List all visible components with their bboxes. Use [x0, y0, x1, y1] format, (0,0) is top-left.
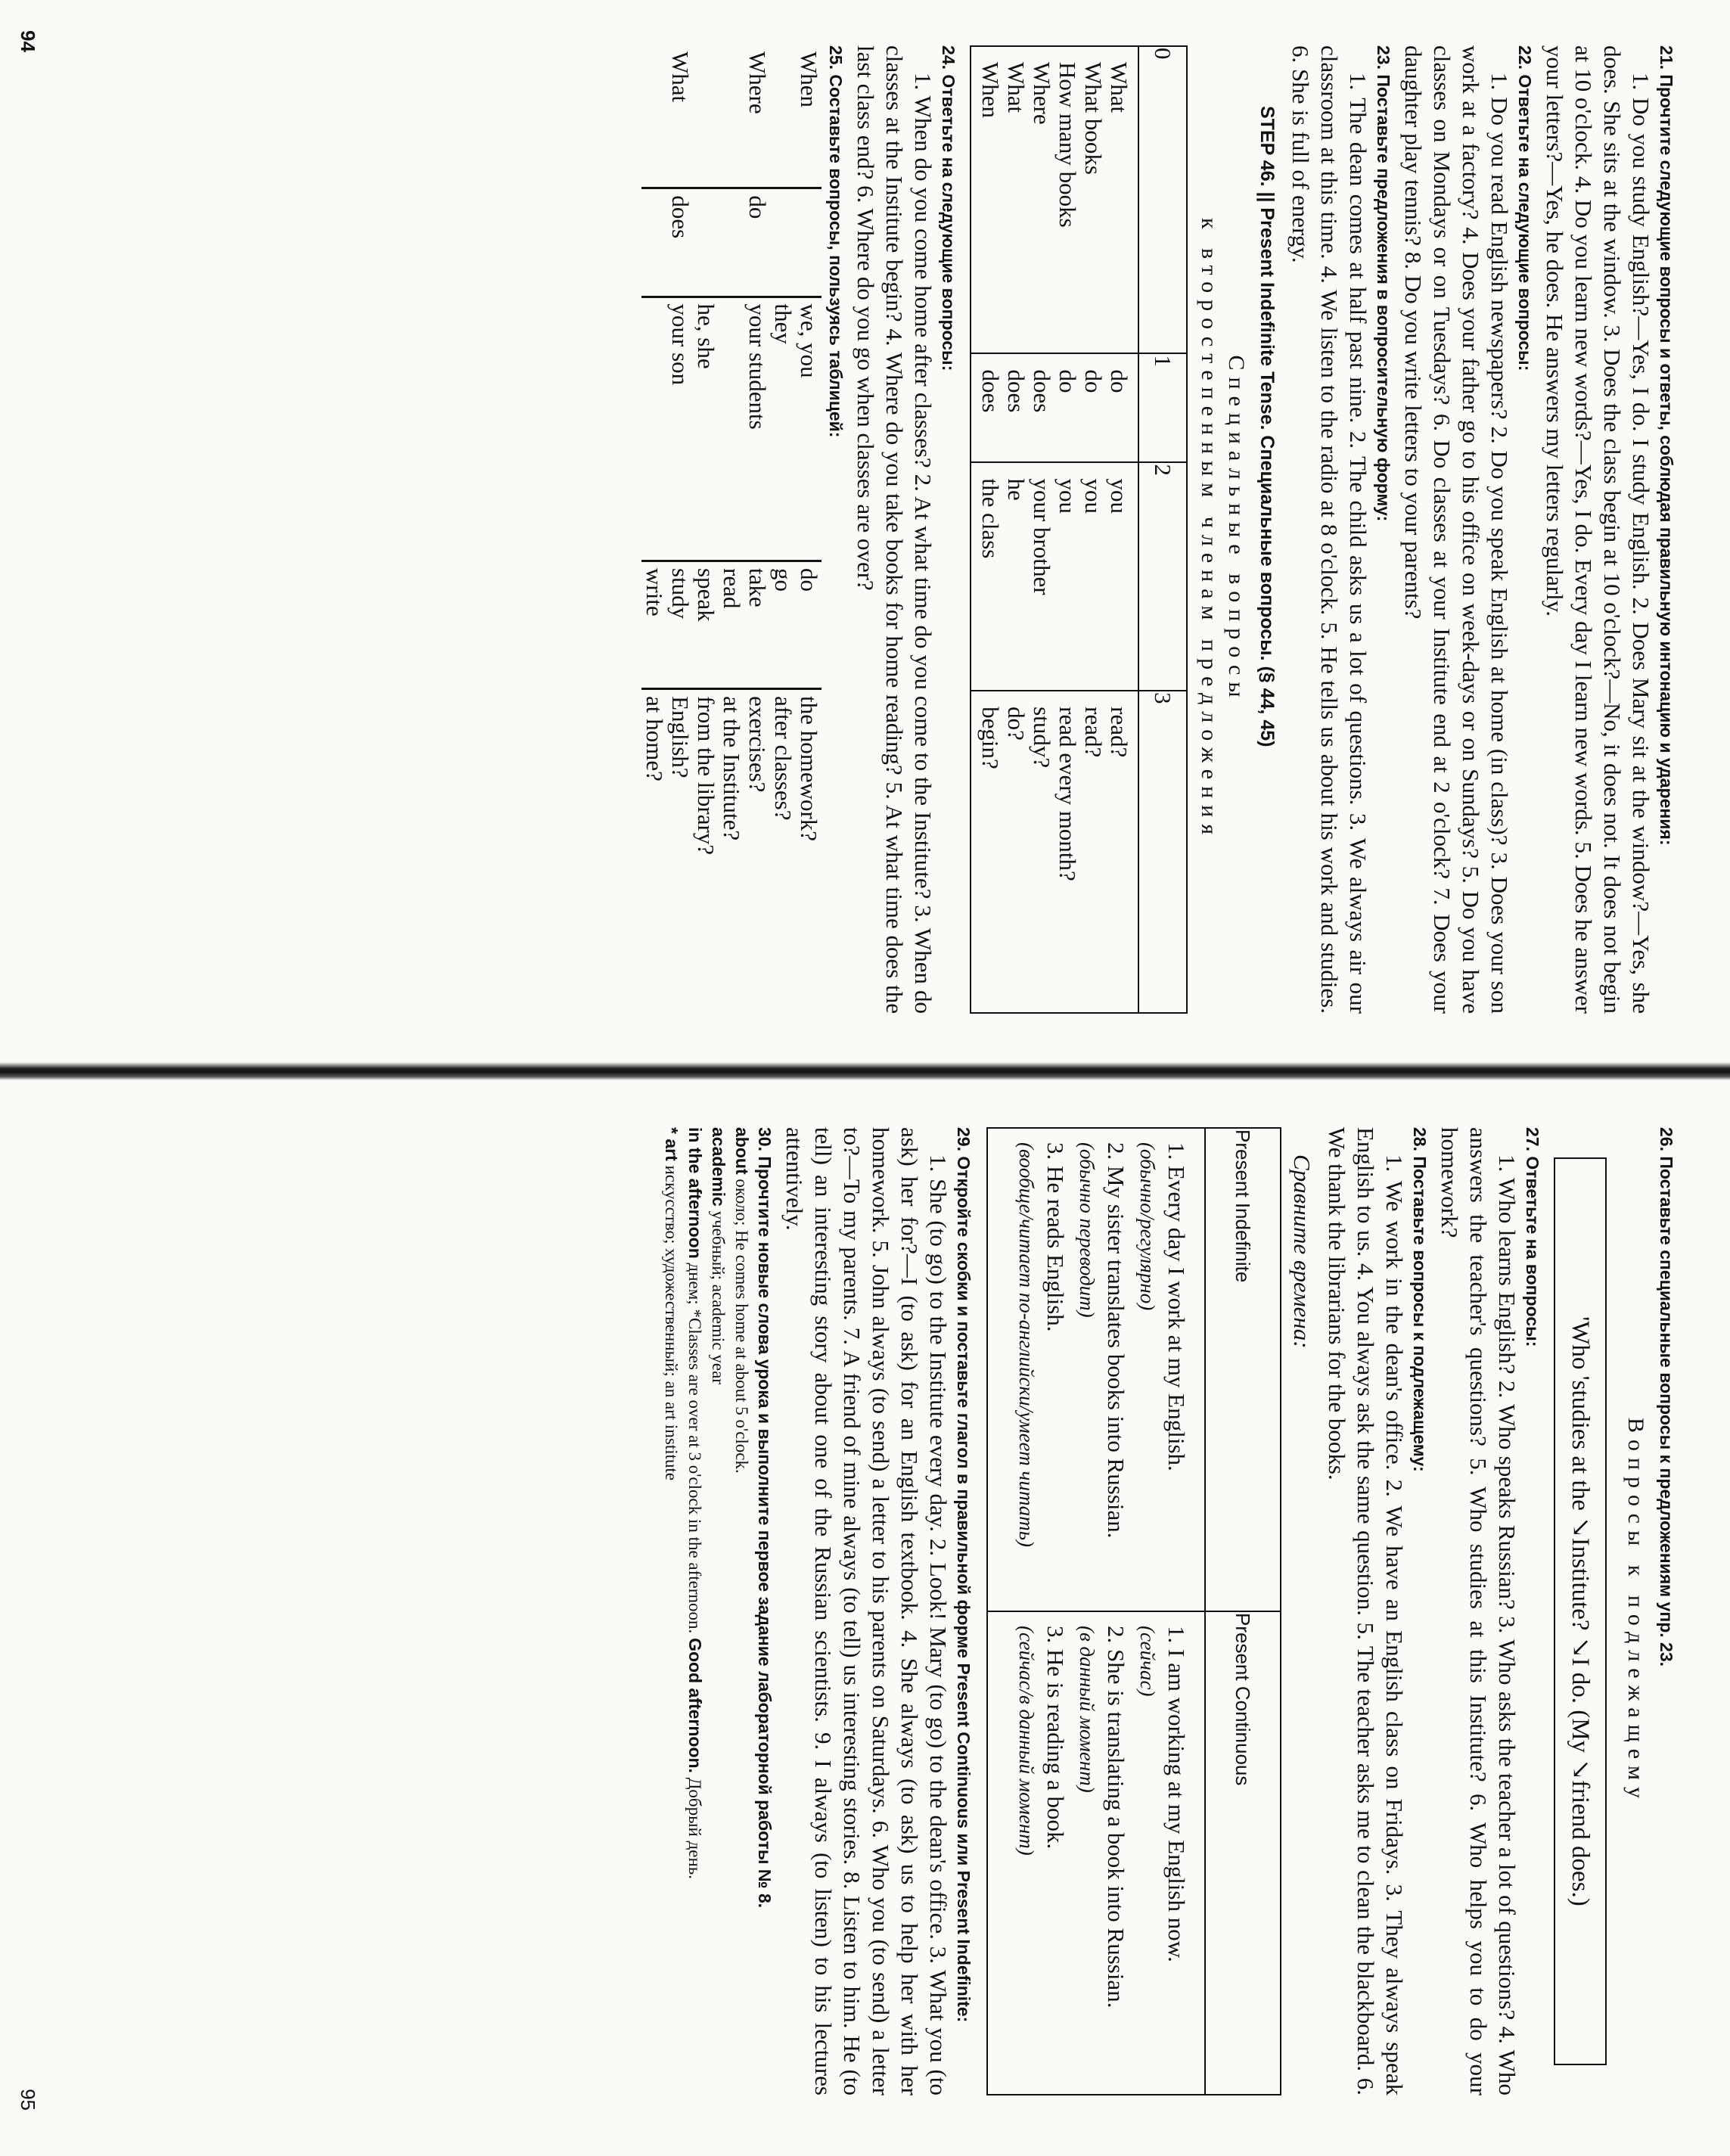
- table-cell: the class: [977, 478, 1004, 559]
- table-cell: read: [719, 561, 744, 689]
- table-cell: he: [1003, 478, 1030, 501]
- table-cell: you: [1080, 478, 1107, 514]
- table-cell: When: [796, 51, 822, 108]
- table-cell: does: [1003, 369, 1030, 413]
- table-cell: do?: [1003, 707, 1030, 741]
- table-cell: study: [667, 561, 693, 689]
- table-cell: at the Institute?: [719, 689, 744, 1014]
- table-cell: speak: [693, 561, 719, 689]
- table-cell: from the library?: [693, 689, 719, 1014]
- table-column-continuous: [987, 1611, 1205, 2095]
- vocab-gloss: учебный; academic year: [709, 1210, 728, 1384]
- table-cell: do: [744, 188, 770, 297]
- exercise-number: 21.: [1657, 45, 1676, 70]
- table-cell: does: [667, 188, 693, 297]
- exercise-heading: Прочтите новые слова урока и выполните первое задание лабораторной работы № 8.: [755, 1156, 775, 1909]
- table-cell: What: [1003, 62, 1030, 113]
- exercise-number: 27.: [1523, 1127, 1542, 1151]
- table-cell: What: [1106, 62, 1132, 113]
- vocab-word: about: [732, 1127, 752, 1175]
- exercise-number: 30.: [755, 1127, 775, 1151]
- tense-comparison-table: [986, 1127, 1281, 2095]
- table-cell: begin?: [977, 707, 1004, 769]
- table-cell: we, you: [796, 297, 822, 561]
- question-table: [970, 45, 1188, 1014]
- table-cell: your son: [667, 297, 693, 561]
- table-cell: [796, 188, 822, 297]
- table-cell: he, she: [693, 297, 719, 561]
- list-item: 3. He reads English. (вообще/читает по-английски/умеет читать): [1015, 1142, 1069, 1548]
- vocab-word: academic: [709, 1127, 728, 1207]
- section-subtitle: Вопросы к подлежащему: [1623, 1417, 1648, 1806]
- step-subtitle: Специальные вопросы: [1224, 355, 1249, 704]
- table-row: [641, 45, 667, 1014]
- table-cell: read?: [1106, 707, 1132, 758]
- list-item: 1. Every day I work at my English. (обычно/регулярно): [1136, 1142, 1190, 1471]
- boxed-example: 'Who 'studies at the ↘Institute? ↘I do. (My ↘friend does.): [1554, 1157, 1607, 2065]
- table-cell: go: [770, 561, 796, 689]
- page-number: 94: [17, 30, 39, 52]
- exercise-heading: Поставьте предложения в вопросительную форму:: [1374, 74, 1393, 522]
- table-cell: does: [1029, 369, 1055, 413]
- table-cell: [770, 45, 796, 188]
- table-column-2: [971, 462, 1138, 691]
- table-cell: English?: [667, 689, 693, 1014]
- table-column-3: [971, 691, 1138, 1013]
- step-subtitle: к второстепенным членам предложения: [1197, 217, 1222, 842]
- vocabulary-list: [660, 1127, 753, 2095]
- table-column-0: [971, 46, 1138, 353]
- list-item: 1. I am working at my English now. (сейчас): [1136, 1626, 1190, 1962]
- table-cell: [641, 188, 667, 297]
- vocab-word: in the afternoon: [685, 1127, 705, 1259]
- table-cell: [641, 297, 667, 561]
- exercise-25: [641, 45, 846, 1014]
- vocab-gloss: днем; *Classes are over at 3 o'clock in the afternoon.: [685, 1263, 704, 1634]
- exercise-text: 1. Do you study English?—Yes, I do. I study English. 2. Does Mary sit at the window?—Yes, she does. She sits at the window. 3. Does the class begin at 10 o'clock?—No, it does not. It does not begin at 10 o'clock. 4. Do you learn new words?—Yes, I do. Every day I learn new words. 5. Does he answer your letters?—Yes, he does. He answers my letters regularly.: [1542, 45, 1654, 1014]
- exercise-text: 1. She (to go) to the Institute every day. 2. Look! Mary (to go) to the dean's office. 3. What you (to ask) her for?—I (to ask) for an English textbook. 4. She always (to ask) us to help her with her homework. 5. John always (to send) a letter to his parents on Saturdays. 6. Who you (to send) a letter to?—To my parents. 7. A friend of mine always (to tell) us interesting stories. 8. Listen to him. He (to tell) an interesting story about one of the Russian scientists. 9. I always (to listen) to his lectures attentively.: [781, 1127, 952, 2095]
- table-cell: exercises?: [744, 689, 770, 1014]
- exercise-30: [660, 1127, 775, 2095]
- table-header: 0: [1138, 46, 1187, 353]
- exercise-21: [1540, 45, 1677, 1014]
- table-column-1: [971, 353, 1138, 462]
- table-header: 3: [1138, 691, 1187, 1013]
- table-header: Present Continuous: [1205, 1611, 1281, 2095]
- exercise-heading: Ответьте на следующие вопросы:: [1515, 74, 1535, 371]
- exercise-29: [780, 1127, 974, 2095]
- exercise-number: 25.: [826, 45, 846, 70]
- table-row: [744, 45, 770, 1014]
- exercise-number: 23.: [1374, 45, 1393, 70]
- table-cell: does: [977, 369, 1004, 413]
- exercise-26: [1554, 1127, 1677, 2095]
- table-cell: do: [1106, 369, 1132, 393]
- exercise-text: 1. Do you read English newspapers? 2. Do you speak English at home (in class)? 3. Does your son work at a factory? 4. Does your father go to his office on week-days or on Sundays? 5. Do you have classes on Mondays or on Tuesdays? 6. Do classes at your Institute end at 2 o'clock? 7. Does your daughter play tennis? 8. Do you write letters to your parents?: [1400, 45, 1513, 1014]
- table-cell: [719, 297, 744, 561]
- exercise-heading: Поставьте специальные вопросы к предложениям упр. 23.: [1657, 1156, 1676, 1667]
- table-cell: [719, 45, 744, 188]
- exercise-heading: Ответьте на следующие вопросы:: [939, 74, 958, 371]
- table-cell: What books: [1080, 62, 1107, 175]
- exercise-number: 24.: [939, 45, 958, 70]
- table-header: Present Indefinite: [1205, 1128, 1281, 1611]
- table-header: 1: [1138, 353, 1187, 462]
- table-cell: read?: [1080, 707, 1107, 758]
- exercise-number: 22.: [1515, 45, 1535, 70]
- table-cell: [719, 188, 744, 297]
- vocab-gloss: Добрый день.: [685, 1777, 704, 1880]
- list-item: 2. My sister translates books into Russian. (обычно переводит): [1076, 1142, 1129, 1539]
- table-header: 2: [1138, 462, 1187, 691]
- exercise-text: 1. Who learns English? 2. Who speaks Russian? 3. Who asks the teacher a lot of questions? 4. Who answers the teacher's questions? 5. Who studies at this Institute? 6. Who helps you to do your homework?: [1436, 1127, 1520, 2095]
- table-cell: [641, 45, 667, 188]
- table-cell: When: [977, 62, 1004, 119]
- step-title: STEP 46. || Present Indefinite Tense. Специальные вопросы. (§ 44, 45): [1256, 106, 1278, 747]
- table-row: [667, 45, 693, 1014]
- question-builder-table: [641, 45, 822, 1014]
- exercise-number: 28.: [1410, 1127, 1430, 1151]
- table-cell: [693, 45, 719, 188]
- table-column-indefinite: [987, 1128, 1205, 1611]
- table-row: [693, 45, 719, 1014]
- table-cell: [693, 188, 719, 297]
- table-cell: [770, 188, 796, 297]
- exercise-text: 1. The dean comes at half past nine. 2. The child asks us a lot of questions. 3. We always air our classroom at this time. 4. We listen to the radio at 8 o'clock. 5. He tells us about his work and studies. 6. She is full of energy.: [1287, 45, 1371, 1014]
- table-cell: take: [744, 561, 770, 689]
- table-cell: they: [770, 297, 796, 561]
- exercise-number: 29.: [954, 1127, 974, 1151]
- table-cell: Where: [744, 51, 771, 114]
- exercise-heading: Откройте скобки и поставьте глагол в правильной форме Present Continuous или Present Indefinite:: [954, 1156, 974, 2023]
- vocab-word: Good afternoon.: [685, 1638, 705, 1773]
- exercise-22: [1399, 45, 1536, 1014]
- exercise-text: 1. We work in the dean's office. 2. We have an English class on Fridays. 3. They always speak English to us. 4. You always ask the same question. 5. The teacher asks me to clean the blackboard. 6. We thank the librarians for the books.: [1324, 1127, 1408, 2095]
- table-row: [770, 45, 796, 1014]
- exercise-heading: Прочтите следующие вопросы и ответы, соблюдая правильную интонацию и ударения:: [1657, 74, 1676, 846]
- table-cell: How many books: [1054, 62, 1081, 228]
- compare-title: Сравните времена:: [1289, 1154, 1315, 1349]
- exercise-number: 26.: [1657, 1127, 1676, 1151]
- table-cell: do: [1080, 369, 1107, 393]
- table-cell: the homework?: [796, 689, 822, 1014]
- vocab-gloss: искусство; художественный; an art institute: [662, 1165, 681, 1481]
- list-item: 3. He is reading a book. (сейчас/в данный момент): [1015, 1626, 1069, 1856]
- vocab-gloss: около; He comes home at about 5 o'clock.: [732, 1179, 751, 1474]
- table-cell: Where: [1029, 62, 1055, 125]
- exercise-heading: Составьте вопросы, пользуясь таблицей:: [826, 74, 846, 438]
- exercise-27: [1435, 1127, 1543, 2095]
- table-row: [719, 45, 744, 1014]
- book-gutter: [0, 1062, 1730, 1080]
- exercise-24: [851, 45, 959, 1014]
- left-page: [0, 0, 1730, 1059]
- table-row: [796, 45, 822, 1014]
- exercise-28: [1322, 1127, 1430, 2095]
- right-page: [0, 1082, 1730, 2141]
- table-cell: What: [667, 51, 694, 103]
- table-cell: do: [1054, 369, 1081, 393]
- table-cell: at home?: [641, 689, 667, 1014]
- table-cell: your students: [744, 297, 770, 561]
- vocab-word: * art: [662, 1127, 682, 1161]
- exercise-heading: Поставьте вопросы к подлежащему:: [1410, 1156, 1430, 1472]
- table-cell: your brother: [1029, 478, 1055, 595]
- table-cell: study?: [1029, 707, 1055, 769]
- page-number: 95: [17, 2089, 39, 2111]
- table-cell: read every month?: [1054, 707, 1081, 881]
- exercise-heading: Ответьте на вопросы:: [1523, 1156, 1542, 1347]
- table-cell: you: [1054, 478, 1081, 514]
- list-item: 2. She is translating a book into Russian. (в данный момент): [1076, 1626, 1129, 2008]
- table-cell: after classes?: [770, 689, 796, 1014]
- table-cell: you: [1106, 478, 1132, 514]
- exercise-23: [1286, 45, 1394, 1014]
- exercise-text: 1. When do you come home after classes? 2. At what time do you come to the Institute? 3. When do classes at the Institute begin? 4. Where do you take books for home reading? 5. At what time does the last class end? 6. Where do you go when classes are over?: [853, 45, 936, 1014]
- table-cell: write: [641, 561, 667, 689]
- table-cell: do: [796, 561, 822, 689]
